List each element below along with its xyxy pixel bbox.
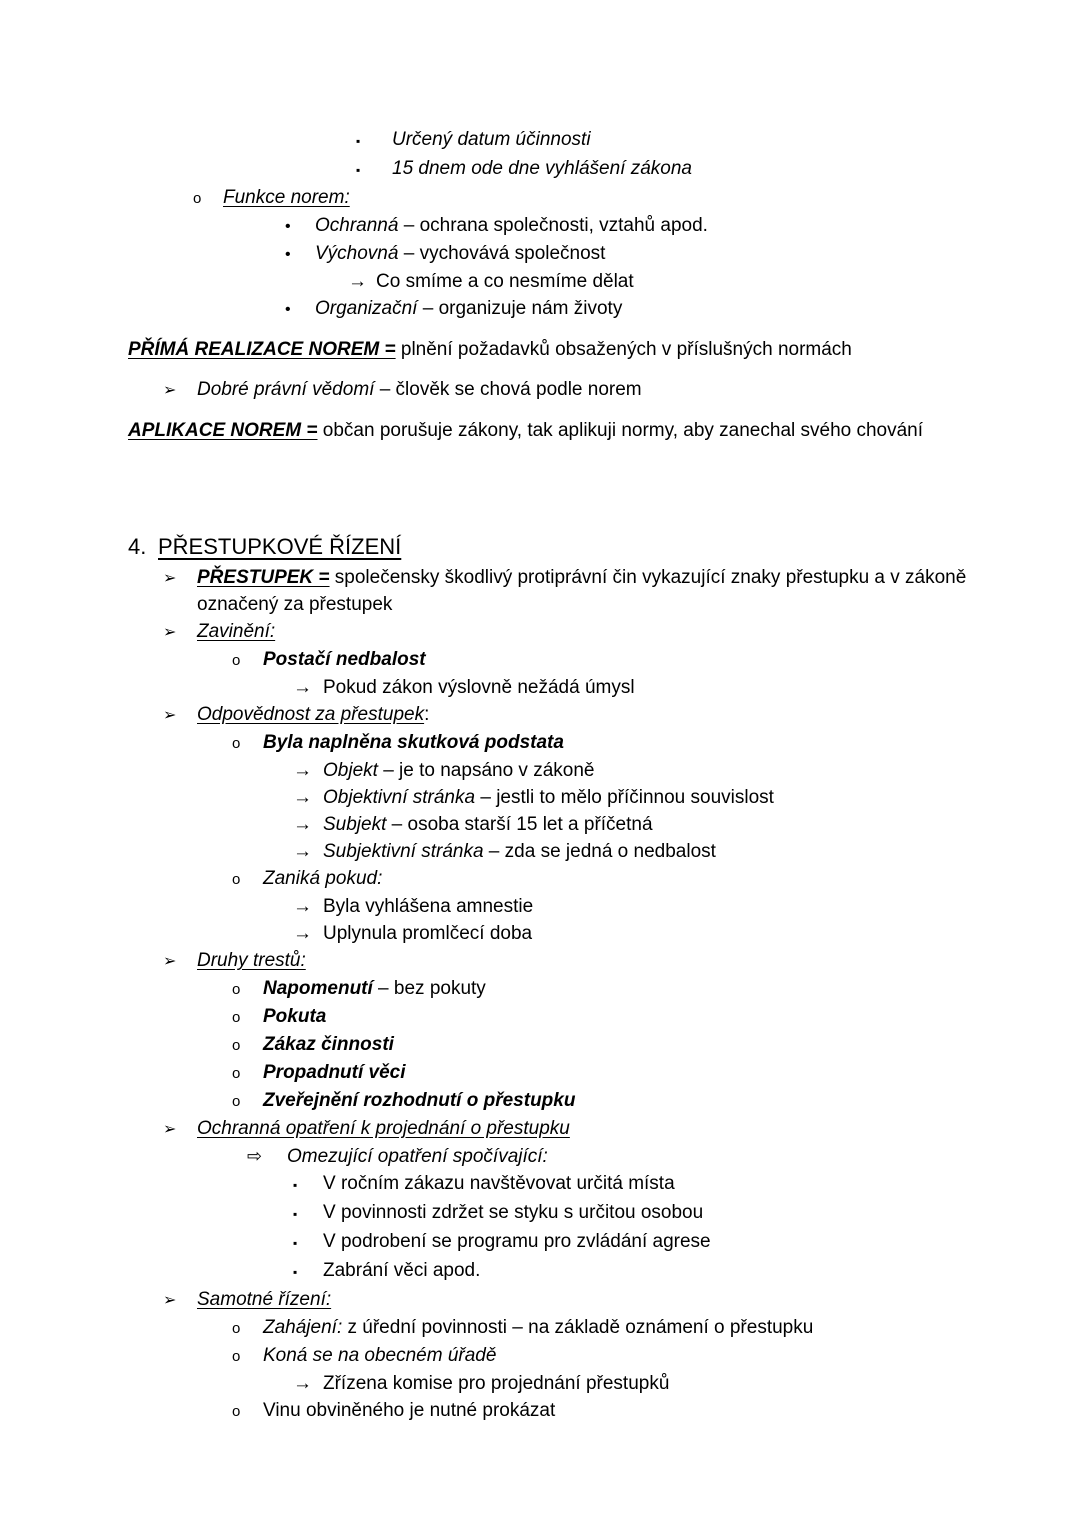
list-item-text xyxy=(263,1031,992,1058)
list-item-text xyxy=(128,417,992,444)
list-item xyxy=(0,1170,1080,1199)
list-item-text xyxy=(263,729,992,756)
list-item xyxy=(0,155,1080,184)
list-item-text xyxy=(376,268,992,295)
list-item-text xyxy=(323,1228,992,1255)
text-segment: – osoba starší 15 let a příčetná xyxy=(386,814,653,835)
text-segment: společensky škodlivý protiprávní čin vykazující znaky přestupku a v zákoně označený za přestupek xyxy=(197,567,967,615)
text-segment: Uplynula promlčecí doba xyxy=(323,923,533,944)
list-item xyxy=(0,240,1080,268)
list-item xyxy=(0,268,1080,295)
list-item xyxy=(0,1257,1080,1286)
text-segment: Druhy trestů: xyxy=(197,950,306,971)
section-number: 4. xyxy=(128,534,147,559)
list-item xyxy=(0,729,1080,757)
list-item xyxy=(0,865,1080,893)
circle-bullet-icon: o xyxy=(232,1037,241,1054)
list-item xyxy=(0,336,1080,363)
list-item xyxy=(0,1314,1080,1342)
text-segment: V povinnosti zdržet se styku s určitou osobou xyxy=(323,1202,704,1223)
list-item xyxy=(0,1199,1080,1228)
list-item-text xyxy=(392,126,992,153)
list-item-text xyxy=(263,975,992,1002)
arrow-bullet-icon: → xyxy=(293,787,312,808)
text-segment: Postačí nedbalost xyxy=(263,649,426,670)
list-item xyxy=(0,1031,1080,1059)
list-item xyxy=(0,1115,1080,1143)
circle-bullet-icon: o xyxy=(232,1320,241,1337)
text-segment: Funkce norem: xyxy=(223,187,350,208)
text-segment: Propadnutí věci xyxy=(263,1062,406,1083)
text-segment: Pokuta xyxy=(263,1006,327,1027)
list-item-text xyxy=(323,674,992,701)
list-item-text xyxy=(287,1143,992,1170)
text-segment: Objektivní stránka xyxy=(323,787,476,808)
list-item xyxy=(0,184,1080,212)
list-item xyxy=(0,1228,1080,1257)
text-segment: APLIKACE NOREM = xyxy=(128,420,318,441)
text-segment: Zákaz činnosti xyxy=(263,1034,394,1055)
circle-bullet-icon: o xyxy=(232,1093,241,1110)
list-item xyxy=(0,838,1080,865)
text-segment: z úřední povinnosti – na základě oznámení o přestupku xyxy=(342,1317,814,1338)
text-segment: Byla vyhlášena amnestie xyxy=(323,896,534,917)
arrow-bullet-icon: → xyxy=(293,1373,312,1394)
arrow-bullet-icon: → xyxy=(293,841,312,862)
circle-bullet-icon: o xyxy=(232,1065,241,1082)
list-item-text xyxy=(197,376,992,403)
arrow-bullet-icon: → xyxy=(293,760,312,781)
circle-bullet-icon: o xyxy=(193,190,202,207)
text-segment: Zahájení: xyxy=(263,1317,343,1338)
circle-bullet-icon: o xyxy=(232,981,241,998)
text-segment: – je to napsáno v zákoně xyxy=(377,760,595,781)
list-item xyxy=(0,564,1080,618)
list-item-text xyxy=(392,155,992,182)
list-item xyxy=(0,674,1080,701)
text-segment: Objekt xyxy=(323,760,378,781)
list-item-text xyxy=(263,865,992,892)
text-segment: Odpovědnost za přestupek xyxy=(197,704,425,725)
text-segment: – bez pokuty xyxy=(372,978,486,999)
chevron-bullet-icon: ➢ xyxy=(163,953,177,970)
list-item xyxy=(0,975,1080,1003)
text-segment: Subjekt xyxy=(323,814,387,835)
text-segment: Výchovná xyxy=(315,243,399,264)
list-item xyxy=(0,947,1080,975)
arrow-bullet-icon: → xyxy=(348,271,367,292)
text-segment: Zaniká pokud: xyxy=(263,868,383,889)
text-segment: Samotné řízení: xyxy=(197,1289,332,1310)
text-segment: Organizační xyxy=(315,298,418,319)
text-segment: V podrobení se programu pro zvládání agrese xyxy=(323,1231,711,1252)
text-segment: PŘESTUPEK = xyxy=(197,567,330,588)
list-item-text xyxy=(197,564,992,618)
text-segment: Byla naplněna skutková podstata xyxy=(263,732,564,753)
list-item xyxy=(0,920,1080,947)
list-item xyxy=(0,1003,1080,1031)
list-item-text xyxy=(315,212,992,239)
chevron-bullet-icon: ➢ xyxy=(163,707,177,724)
text-segment: – zda se jedná o nedbalost xyxy=(483,841,716,862)
square-bullet-icon: ▪ xyxy=(356,134,361,148)
text-segment: Omezující opatření spočívající: xyxy=(287,1146,548,1167)
square-bullet-icon: ▪ xyxy=(293,1236,298,1250)
arrow-bullet-icon: → xyxy=(293,923,312,944)
list-item xyxy=(0,1370,1080,1397)
text-segment: Určený datum účinnosti xyxy=(392,129,591,150)
list-item-text xyxy=(263,1342,992,1369)
list-item-text xyxy=(323,1199,992,1226)
list-item-text xyxy=(197,1286,992,1313)
list-item-text xyxy=(263,1003,992,1030)
arrow-bullet-icon: → xyxy=(293,896,312,917)
list-item xyxy=(0,784,1080,811)
text-segment: PŘÍMÁ REALIZACE NOREM = xyxy=(128,339,396,360)
list-item xyxy=(0,376,1080,404)
list-item xyxy=(0,1087,1080,1115)
list-item xyxy=(0,893,1080,920)
disc-bullet-icon: • xyxy=(285,218,291,235)
list-item xyxy=(0,126,1080,155)
square-bullet-icon: ▪ xyxy=(293,1265,298,1279)
text-segment: Zavinění: xyxy=(197,621,276,642)
list-item xyxy=(0,295,1080,323)
list-item-text xyxy=(323,920,992,947)
text-segment: Ochranná xyxy=(315,215,399,236)
text-segment: Koná se na obecném úřadě xyxy=(263,1345,497,1366)
list-item-text xyxy=(323,838,992,865)
text-segment: – organizuje nám životy xyxy=(417,298,623,319)
list-item-text xyxy=(263,646,992,673)
circle-bullet-icon: o xyxy=(232,735,241,752)
text-segment: Zřízena komise pro projednání přestupků xyxy=(323,1373,670,1394)
list-item-text xyxy=(128,336,992,363)
list-item-text xyxy=(263,1059,992,1086)
list-item xyxy=(0,811,1080,838)
list-item-text xyxy=(263,1397,992,1424)
chevron-bullet-icon: ➢ xyxy=(163,382,177,399)
list-item-text xyxy=(197,947,992,974)
circle-bullet-icon: o xyxy=(232,652,241,669)
text-segment: Co smíme a co nesmíme dělat xyxy=(376,271,634,292)
list-item-text xyxy=(197,618,992,645)
list-item-text xyxy=(323,757,992,784)
text-segment: – člověk se chová podle norem xyxy=(374,379,642,400)
section-heading xyxy=(0,530,1080,564)
text-segment: V ročním zákazu navštěvovat určitá místa xyxy=(323,1173,675,1194)
text-segment: Dobré právní vědomí xyxy=(197,379,375,400)
arrow-bullet-icon: → xyxy=(293,814,312,835)
list-item-text xyxy=(263,1087,992,1114)
list-item xyxy=(0,757,1080,784)
circle-bullet-icon: o xyxy=(232,1009,241,1026)
chevron-bullet-icon: ➢ xyxy=(163,624,177,641)
text-segment: – jestli to mělo příčinnou souvislost xyxy=(475,787,774,808)
list-item xyxy=(0,1342,1080,1370)
square-bullet-icon: ▪ xyxy=(293,1178,298,1192)
list-item xyxy=(0,1397,1080,1425)
list-item xyxy=(0,417,1080,444)
disc-bullet-icon: • xyxy=(285,246,291,263)
text-segment: Subjektivní stránka xyxy=(323,841,484,862)
list-item-text xyxy=(223,184,992,211)
arrow-bullet-icon: → xyxy=(293,677,312,698)
text-segment: Ochranná opatření k projednání o přestupku xyxy=(197,1118,570,1139)
list-item-text xyxy=(315,240,992,267)
list-item-text xyxy=(323,893,992,920)
section-title: PŘESTUPKOVÉ ŘÍZENÍ xyxy=(158,534,402,559)
list-item-text xyxy=(197,701,992,728)
list-item-text xyxy=(323,784,992,811)
text-segment: : xyxy=(424,704,430,725)
square-bullet-icon: ▪ xyxy=(293,1207,298,1221)
list-item-text xyxy=(323,1370,992,1397)
hollow-bullet-icon: ⇨ xyxy=(247,1146,263,1166)
list-item xyxy=(0,1286,1080,1314)
list-item xyxy=(0,618,1080,646)
square-bullet-icon: ▪ xyxy=(356,163,361,177)
chevron-bullet-icon: ➢ xyxy=(163,570,177,587)
text-segment: Vinu obviněného je nutné prokázat xyxy=(263,1400,556,1421)
list-item xyxy=(0,212,1080,240)
chevron-bullet-icon: ➢ xyxy=(163,1121,177,1138)
circle-bullet-icon: o xyxy=(232,871,241,888)
text-segment: plnění požadavků obsažených v příslušných normách xyxy=(395,339,852,360)
list-item-text xyxy=(263,1314,992,1341)
chevron-bullet-icon: ➢ xyxy=(163,1292,177,1309)
disc-bullet-icon: • xyxy=(285,301,291,318)
text-segment: 15 dnem ode dne vyhlášení zákona xyxy=(392,158,692,179)
list-item-text xyxy=(323,811,992,838)
text-segment: občan porušuje zákony, tak aplikuji normy, aby zanechal svého chování xyxy=(317,420,924,441)
text-segment: Pokud zákon výslovně nežádá úmysl xyxy=(323,677,635,698)
circle-bullet-icon: o xyxy=(232,1348,241,1365)
list-item-text xyxy=(323,1170,992,1197)
circle-bullet-icon: o xyxy=(232,1403,241,1420)
text-segment: – ochrana společnosti, vztahů apod. xyxy=(398,215,708,236)
text-segment: Zveřejnění rozhodnutí o přestupku xyxy=(263,1090,576,1111)
text-segment: Zabrání věci apod. xyxy=(323,1260,481,1281)
list-item-text xyxy=(197,1115,992,1142)
list-item xyxy=(0,1059,1080,1087)
list-item xyxy=(0,646,1080,674)
list-item-text xyxy=(323,1257,992,1284)
list-item-text xyxy=(315,295,992,322)
list-item xyxy=(0,1143,1080,1170)
text-segment: – vychovává společnost xyxy=(398,243,606,264)
text-segment: Napomenutí xyxy=(263,978,373,999)
list-item xyxy=(0,701,1080,729)
